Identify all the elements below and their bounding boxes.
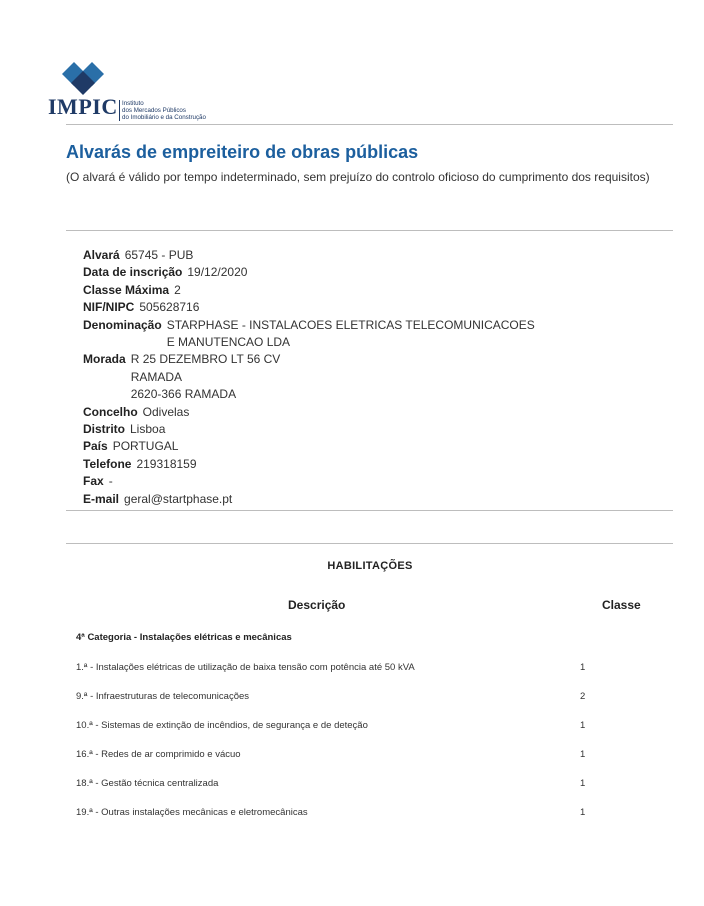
denominacao-label: Denominação (83, 317, 162, 332)
category-heading: 4ª Categoria - Instalações elétricas e mecânicas (76, 632, 292, 643)
pais-value: PORTUGAL (112, 439, 179, 454)
nif-label: NIF/NIPC (83, 300, 135, 315)
row-descricao: 16.ª - Redes de ar comprimido e vácuo (76, 749, 241, 760)
impic-logo (48, 60, 248, 122)
data-inscricao-row (83, 264, 535, 281)
table-row (76, 662, 596, 676)
telefone-value: 219318159 (136, 456, 197, 471)
divider (66, 230, 673, 231)
row-classe: 1 (580, 662, 586, 673)
row-classe: 1 (580, 749, 586, 760)
row-descricao: 10.ª - Sistemas de extinção de incêndios, de segurança e de deteção (76, 720, 368, 731)
habilitacoes-title: HABILITAÇÕES (327, 560, 413, 572)
impic-diamond-icon (60, 60, 110, 96)
classe-maxima-label: Classe Máxima (83, 282, 170, 297)
morada-row (83, 351, 535, 403)
row-classe: 1 (580, 720, 586, 731)
distrito-value: Lisboa (130, 422, 166, 437)
page-title: Alvarás de empreiteiro de obras públicas (66, 142, 419, 162)
row-descricao: 9.ª - Infraestruturas de telecomunicações (76, 691, 250, 702)
fax-row (83, 473, 535, 490)
logo-separator (119, 100, 120, 121)
logo-wordmark: IMPIC (48, 94, 118, 119)
descricao-column-header: Descrição (288, 598, 346, 612)
divider (66, 124, 673, 125)
row-classe: 1 (580, 778, 586, 789)
morada-value: R 25 DEZEMBRO LT 56 CV RAMADA 2620-366 RAMADA (130, 352, 281, 402)
fax-value: - (108, 474, 113, 489)
divider (66, 510, 673, 511)
concelho-label: Concelho (83, 404, 138, 419)
distrito-row (83, 421, 535, 438)
email-row (83, 491, 535, 508)
data-inscricao-label: Data de inscrição (83, 265, 183, 280)
table-row (76, 749, 596, 763)
pais-label: País (83, 439, 108, 454)
table-row (76, 807, 596, 821)
data-inscricao-value: 19/12/2020 (187, 265, 248, 280)
email-value[interactable]: geral@startphase.pt (124, 491, 233, 506)
morada-label: Morada (83, 352, 126, 367)
alvara-value: 65745 - PUB (124, 248, 194, 262)
fax-label: Fax (83, 474, 104, 489)
table-row (76, 691, 596, 705)
table-row (76, 778, 596, 792)
email-label: E-mail (83, 491, 120, 506)
denominacao-value: STARPHASE - INSTALACOES ELETRICAS TELECOMUNICACOES E MANUTENCAO LDA (166, 317, 535, 350)
table-row (76, 720, 596, 734)
classe-maxima-row (83, 282, 535, 299)
divider (66, 543, 673, 544)
row-classe: 2 (580, 691, 586, 702)
distrito-label: Distrito (83, 422, 125, 437)
pais-row (83, 438, 535, 455)
nif-value: 505628716 (139, 300, 200, 315)
classe-column-header: Classe (602, 598, 641, 612)
classe-maxima-value: 2 (174, 282, 181, 297)
page-subtitle: (O alvará é válido por tempo indeterminado, sem prejuízo do controlo oficioso do cumprimento dos requisitos) (66, 170, 650, 184)
concelho-value: Odivelas (142, 404, 190, 419)
logo-subtitle: Instituto dos Mercados Públicos do Imobiliário e da Construção (122, 100, 206, 121)
alvara-row (83, 247, 535, 264)
nif-row (83, 299, 535, 316)
telefone-row (83, 456, 535, 473)
row-descricao: 1.ª - Instalações elétricas de utilização de baixa tensão com potência até 50 kVA (76, 662, 415, 673)
license-details (83, 247, 535, 508)
row-descricao: 18.ª - Gestão técnica centralizada (76, 778, 219, 789)
row-descricao: 19.ª - Outras instalações mecânicas e eletromecânicas (76, 807, 308, 818)
concelho-row (83, 404, 535, 421)
denominacao-row (83, 317, 535, 352)
alvara-label: Alvará (83, 248, 120, 262)
telefone-label: Telefone (83, 456, 132, 471)
row-classe: 1 (580, 807, 586, 818)
